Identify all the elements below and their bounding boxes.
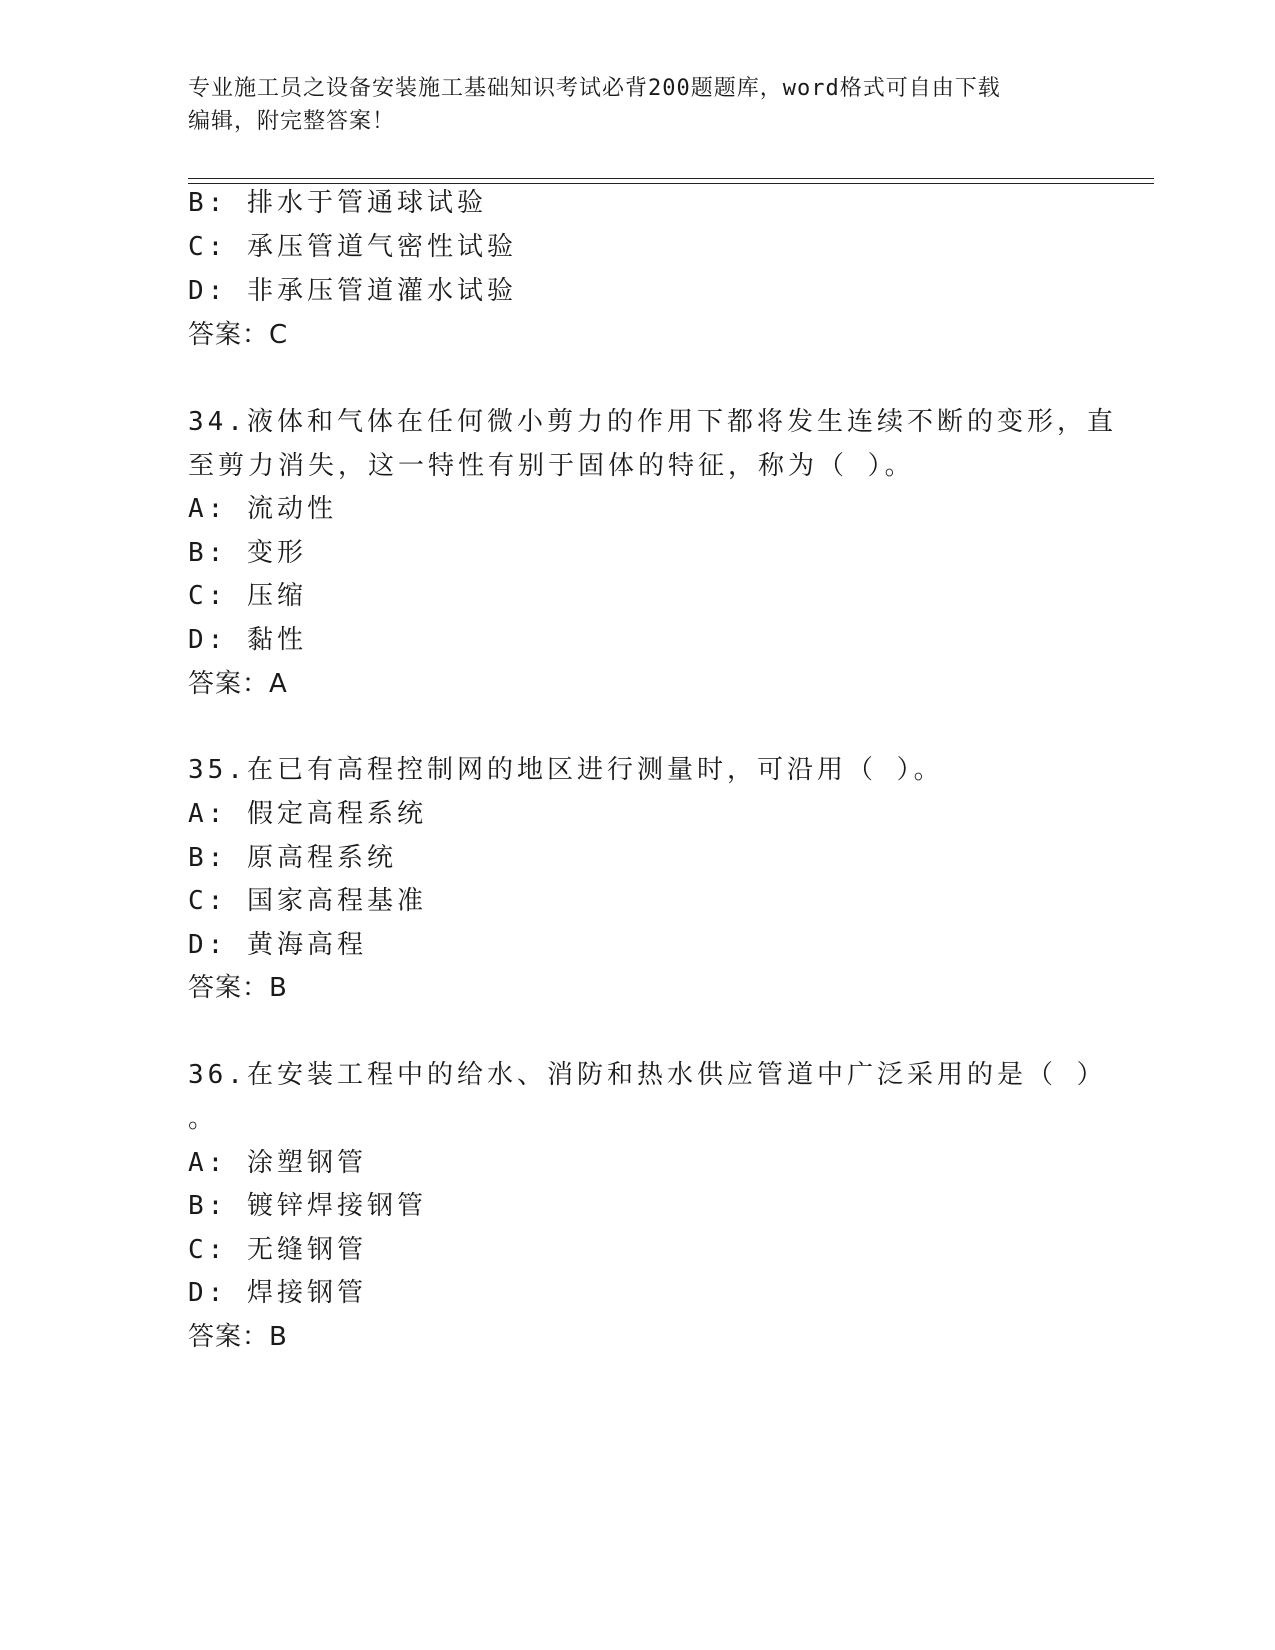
q36-option-b: B: 镀锌焊接钢管 [188,1191,427,1221]
q35-option-c: C: 国家高程基准 [188,886,427,916]
header-divider-bottom [188,183,1154,184]
q35-stem-line-1: 35.在已有高程控制网的地区进行测量时，可沿用（ ）。 [188,755,944,785]
q34-answer: 答案：A [188,669,288,699]
q36-answer: 答案：B [188,1322,288,1352]
q34-option-d: D: 黏性 [188,625,307,655]
q34-option-b: B: 变形 [188,538,307,568]
q36-option-a: A: 涂塑钢管 [188,1148,367,1178]
q35-option-a: A: 假定高程系统 [188,799,427,829]
q33-option-b: B: 排水于管通球试验 [188,188,487,218]
q36-stem-line-2: 。 [188,1104,219,1134]
q33-answer: 答案：C [188,320,289,350]
header-divider-top [188,178,1154,179]
header-title-line-1: 专业施工员之设备安装施工基础知识考试必背200题题库，word格式可自由下载 [188,76,1001,101]
q34-stem-line-2: 至剪力消失，这一特性有别于固体的特征，称为（ ）。 [188,451,915,481]
q34-stem-line-1: 34.液体和气体在任何微小剪力的作用下都将发生连续不断的变形，直 [188,407,1117,437]
q33-option-c: C: 承压管道气密性试验 [188,232,517,262]
q36-option-d: D: 焊接钢管 [188,1278,367,1308]
q34-option-a: A: 流动性 [188,494,337,524]
q33-option-d: D: 非承压管道灌水试验 [188,276,517,306]
q36-option-c: C: 无缝钢管 [188,1235,367,1265]
q35-option-d: D: 黄海高程 [188,930,367,960]
q35-option-b: B: 原高程系统 [188,843,397,873]
document-header [188,72,1078,138]
header-title-line-2: 编辑，附完整答案！ [188,109,396,134]
q36-stem-line-1: 36.在安装工程中的给水、消防和热水供应管道中广泛采用的是（ ） [188,1060,1107,1090]
q34-option-c: C: 压缩 [188,581,307,611]
q35-answer: 答案：B [188,973,288,1003]
